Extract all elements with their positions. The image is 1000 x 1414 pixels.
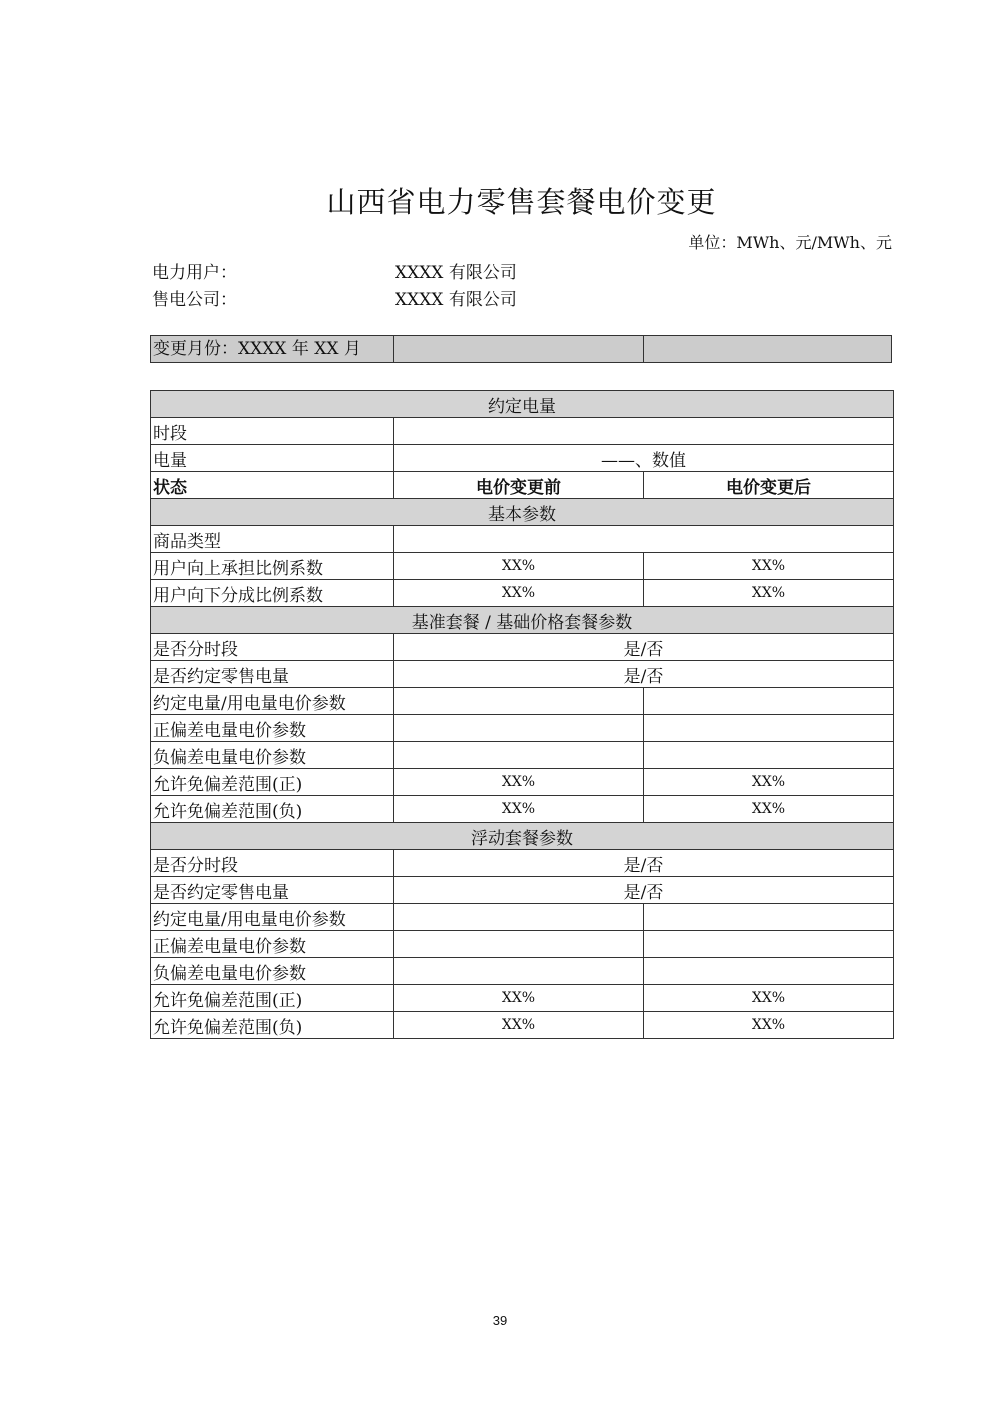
table-row: [151, 688, 894, 715]
page-number: 39: [492, 1313, 508, 1328]
table-row: [151, 850, 894, 877]
section-header-row: [151, 607, 894, 634]
after-header: 电价变更后: [644, 472, 894, 499]
before-value-cell: XX%: [394, 985, 644, 1012]
table-row: [151, 445, 894, 472]
table-row: [151, 877, 894, 904]
row-label: 正偏差电量电价参数: [151, 715, 394, 742]
table-row: [151, 796, 894, 823]
section-header-floating: 浮动套餐参数: [151, 823, 894, 850]
row-label: 是否分时段: [151, 850, 394, 877]
row-label: 允许免偏差范围(负): [151, 1012, 394, 1039]
table-row: [151, 958, 894, 985]
row-label: 用户向下分成比例系数: [151, 580, 394, 607]
after-value-cell: XX%: [644, 796, 894, 823]
after-value-cell: [644, 688, 894, 715]
info-label: 电力用户：: [152, 263, 237, 283]
table-row: [151, 661, 894, 688]
table-row: [151, 526, 894, 553]
period-value-cell: [394, 418, 894, 445]
before-value-cell: [394, 904, 644, 931]
table-row: [151, 472, 894, 499]
table-row: [151, 985, 894, 1012]
row-label: 时段: [151, 418, 394, 445]
merged-value-cell: 是/否: [394, 850, 894, 877]
row-label: 允许免偏差范围(负): [151, 796, 394, 823]
section-header-agreed: 约定电量: [151, 391, 894, 418]
merged-value-cell: 是/否: [394, 634, 894, 661]
before-value-cell: [394, 688, 644, 715]
after-value-cell: XX%: [644, 985, 894, 1012]
row-label: 负偏差电量电价参数: [151, 742, 394, 769]
change-month-cell: [394, 336, 644, 362]
section-header-row: [151, 823, 894, 850]
energy-value-cell: ——、数值: [394, 445, 894, 472]
table-body: [151, 391, 894, 1039]
row-label: 是否约定零售电量: [151, 661, 394, 688]
status-label: 状态: [151, 472, 394, 499]
section-header-benchmark: 基准套餐 / 基础价格套餐参数: [151, 607, 894, 634]
after-value-cell: XX%: [644, 580, 894, 607]
info-label: 售电公司：: [152, 290, 237, 310]
change-month-label: 变更月份：XXXX 年 XX 月: [151, 336, 394, 362]
table-row: [151, 418, 894, 445]
before-value-cell: [394, 715, 644, 742]
row-label: 电量: [151, 445, 394, 472]
before-value-cell: XX%: [394, 1012, 644, 1039]
before-value-cell: XX%: [394, 553, 644, 580]
after-value-cell: [644, 715, 894, 742]
table-row: [151, 931, 894, 958]
row-label: 约定电量/用电量电价参数: [151, 688, 394, 715]
before-header: 电价变更前: [394, 472, 644, 499]
row-label: 允许免偏差范围(正): [151, 769, 394, 796]
merged-value-cell: 是/否: [394, 661, 894, 688]
table-row: [151, 904, 894, 931]
row-label: 负偏差电量电价参数: [151, 958, 394, 985]
table-row: [151, 769, 894, 796]
price-change-table: [150, 390, 894, 1039]
row-label: 商品类型: [151, 526, 394, 553]
change-month-bar: [150, 335, 892, 363]
section-header-row: [151, 391, 894, 418]
after-value-cell: [644, 904, 894, 931]
before-value-cell: [394, 742, 644, 769]
info-value: XXXX 有限公司: [395, 290, 517, 310]
before-value-cell: XX%: [394, 796, 644, 823]
table-row: [151, 553, 894, 580]
before-value-cell: [394, 958, 644, 985]
after-value-cell: XX%: [644, 1012, 894, 1039]
after-value-cell: [644, 931, 894, 958]
table-row: [151, 715, 894, 742]
change-month-cell: [644, 336, 891, 362]
row-label: 正偏差电量电价参数: [151, 931, 394, 958]
table-row: [151, 580, 894, 607]
row-label: 是否分时段: [151, 634, 394, 661]
before-value-cell: [394, 931, 644, 958]
table-row: [151, 1012, 894, 1039]
after-value-cell: [644, 958, 894, 985]
after-value-cell: [644, 742, 894, 769]
after-value-cell: XX%: [644, 553, 894, 580]
row-label: 是否约定零售电量: [151, 877, 394, 904]
row-label: 允许免偏差范围(正): [151, 985, 394, 1012]
row-label: 用户向上承担比例系数: [151, 553, 394, 580]
table-row: [151, 634, 894, 661]
table-row: [151, 742, 894, 769]
unit-note: 单位：MWh、元/MWh、元: [688, 233, 892, 252]
document-title: 山西省电力零售套餐电价变更: [326, 185, 717, 219]
row-label: 约定电量/用电量电价参数: [151, 904, 394, 931]
section-header-row: [151, 499, 894, 526]
info-value: XXXX 有限公司: [395, 263, 517, 283]
section-header-basic: 基本参数: [151, 499, 894, 526]
merged-value-cell: 是/否: [394, 877, 894, 904]
after-value-cell: XX%: [644, 769, 894, 796]
before-value-cell: XX%: [394, 769, 644, 796]
before-value-cell: XX%: [394, 580, 644, 607]
merged-value-cell: [394, 526, 894, 553]
